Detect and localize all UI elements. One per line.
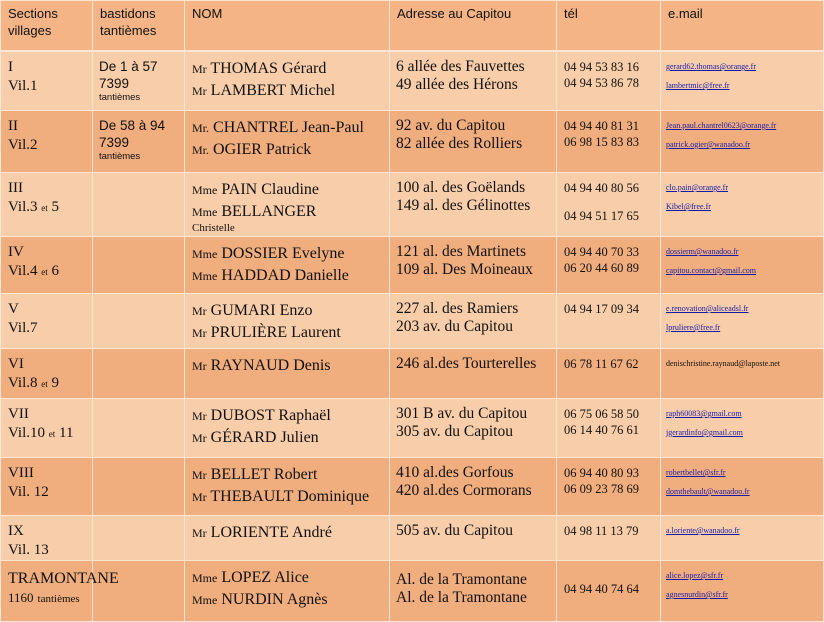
person-lastname: RAYNAUD — [210, 357, 290, 374]
section-name: TRAMONTANE — [8, 570, 119, 587]
table-row — [1, 458, 824, 516]
section-village: Vil.2 — [8, 137, 38, 153]
cell-email — [661, 294, 824, 349]
header-sections-l1: Sections — [8, 6, 58, 21]
table-row — [1, 294, 824, 349]
section-roman: III — [8, 180, 23, 196]
header-tel — [557, 1, 661, 51]
cell-tel — [557, 294, 661, 349]
cell-adresse — [390, 237, 557, 294]
address-line: 227 al. des Ramiers — [396, 300, 519, 317]
person-title: Mr — [192, 62, 207, 76]
email-link[interactable]: lpruliere@free.fr — [666, 323, 721, 332]
person-lastname: DOSSIER — [221, 245, 289, 262]
cell-bastidons — [93, 294, 185, 349]
cell-adresse — [390, 349, 557, 399]
cell-tel — [557, 237, 661, 294]
cell-section — [1, 349, 93, 399]
table-row — [1, 399, 824, 458]
email-link[interactable]: clo.pain@orange.fr — [666, 183, 729, 192]
cell-email — [661, 111, 824, 173]
header-bastidons-l2: tantièmes — [100, 23, 157, 38]
cell-nom — [185, 399, 390, 458]
person-lastname: BELLET — [210, 466, 270, 483]
header-nom — [185, 1, 390, 51]
address-line: 305 av. du Capitou — [396, 423, 513, 440]
email-link[interactable]: alice.lopez@sfr.fr — [666, 571, 724, 580]
cell-email — [661, 349, 824, 399]
cell-bastidons — [93, 237, 185, 294]
cell-nom — [185, 173, 390, 237]
email-link[interactable]: dossierm@wanadoo.fr — [666, 247, 739, 256]
email-link[interactable]: raph60083@gmail.com — [666, 409, 742, 418]
person-title: Mr — [192, 84, 207, 98]
table-row — [1, 52, 824, 111]
email-link[interactable]: Jean.paul.chantrel0623@orange.fr — [666, 121, 777, 130]
person-firstname: Christelle — [192, 222, 235, 234]
section-village: Vil.4 — [8, 263, 38, 279]
address-line: 410 al.des Gorfous — [396, 464, 514, 481]
address-line: 301 B av. du Capitou — [396, 405, 528, 422]
person-lastname: THEBAULT — [210, 488, 294, 505]
cell-email — [661, 458, 824, 516]
cell-bastidons — [93, 516, 185, 561]
person-lastname: LOPEZ — [221, 569, 272, 586]
section-roman: VI — [8, 356, 24, 372]
cell-section — [1, 111, 93, 173]
email-text: denischristine.raynaud@laposte.net — [666, 359, 780, 368]
cell-tel — [557, 516, 661, 561]
email-link[interactable]: jgerardinfo@gmail.com — [666, 428, 743, 437]
cell-section — [1, 52, 93, 111]
header-adresse — [390, 1, 557, 51]
person-title: Mr — [192, 468, 207, 482]
header-bastidons — [93, 1, 185, 51]
person-firstname: Gérard — [281, 60, 327, 77]
section-tantiemes-value: 1160 — [8, 590, 34, 605]
cell-adresse — [390, 399, 557, 458]
section-village-and: et — [48, 429, 56, 439]
person-title: Mr — [192, 526, 207, 540]
address-line: 92 av. du Capitou — [396, 117, 506, 134]
cell-email — [661, 52, 824, 111]
person-firstname: Evelyne — [292, 245, 345, 262]
address-line: 505 av. du Capitou — [396, 522, 513, 539]
table-row — [1, 111, 824, 173]
header-email-label: e.mail — [668, 6, 703, 21]
person-title: Mr — [192, 326, 207, 340]
person-lastname: GUMARI — [210, 302, 276, 319]
email-link[interactable]: e.renovation@aliceadsl.fr — [666, 304, 749, 313]
person-title: Mr. — [192, 143, 210, 157]
person-lastname: HADDAD — [221, 267, 291, 284]
phone-number: 04 94 40 70 33 — [564, 245, 639, 259]
person-lastname: OGIER — [213, 141, 262, 158]
header-sections-l2: villages — [8, 23, 52, 38]
address-line: 49 allée des Hérons — [396, 76, 518, 93]
address-line: Al. de la Tramontane — [396, 571, 527, 588]
section-village: Vil.8 — [8, 375, 38, 391]
cell-adresse — [390, 294, 557, 349]
table-row — [1, 173, 824, 237]
section-roman: I — [8, 59, 13, 75]
section-tantiemes-label: tantièmes — [37, 593, 80, 605]
person-firstname: Raphaël — [278, 407, 331, 424]
cell-section — [1, 561, 119, 622]
address-line: 420 al.des Cormorans — [396, 482, 532, 499]
email-link[interactable]: capitou.contact@gmail.com — [666, 266, 757, 275]
person-title: Mr — [192, 490, 207, 504]
cell-tel — [557, 111, 661, 173]
table-row — [1, 561, 824, 622]
bastidons-tantiemes-label: tantièmes — [99, 151, 141, 162]
cell-section — [1, 516, 93, 561]
residents-body — [0, 51, 824, 622]
table-row — [1, 349, 824, 399]
person-title: Mr — [192, 359, 207, 373]
cell-email — [661, 561, 824, 622]
email-link[interactable]: gerard62.thomas@orange.fr — [666, 62, 756, 71]
header-email — [661, 1, 824, 51]
cell-section — [1, 173, 93, 237]
section-village: Vil.10 — [8, 425, 46, 441]
cell-adresse — [390, 458, 557, 516]
person-firstname: Agnès — [286, 591, 328, 608]
section-village-second: 11 — [59, 425, 74, 441]
cell-adresse — [390, 52, 557, 111]
person-lastname: THOMAS — [210, 60, 278, 77]
person-lastname: CHANTREL — [213, 119, 298, 136]
person-firstname: Robert — [273, 466, 318, 483]
cell-adresse — [390, 516, 557, 561]
section-roman: IX — [8, 523, 24, 539]
cell-section — [1, 294, 93, 349]
phone-number: 06 09 23 78 69 — [564, 482, 639, 496]
header-row — [1, 1, 824, 51]
section-village-second: 6 — [51, 263, 60, 279]
email-link[interactable]: a.loriente@wanadoo.fr — [666, 526, 740, 535]
person-firstname: André — [292, 524, 332, 541]
person-title: Mme — [192, 593, 218, 607]
bastidons-range: De 58 à 94 — [99, 118, 166, 133]
cell-adresse — [390, 173, 557, 237]
address-line: 6 allée des Fauvettes — [396, 58, 525, 75]
cell-bastidons — [93, 349, 185, 399]
phone-number: 06 94 40 80 93 — [564, 466, 639, 480]
phone-number: 06 78 11 67 62 — [564, 357, 639, 371]
cell-nom — [185, 516, 390, 561]
phone-number: 06 14 40 76 61 — [564, 423, 639, 437]
phone-number: 06 75 06 58 50 — [564, 407, 639, 421]
section-village: Vil. 12 — [8, 484, 49, 500]
header-adresse-label: Adresse au Capitou — [397, 6, 512, 21]
person-firstname: Laurent — [291, 324, 341, 341]
email-link[interactable]: agnesnurdin@sfr.fr — [666, 590, 728, 599]
phone-number: 04 94 40 74 64 — [564, 582, 639, 596]
section-roman: II — [8, 118, 18, 134]
section-village: Vil.1 — [8, 78, 38, 94]
person-firstname: Julien — [280, 429, 319, 446]
person-firstname: Patrick — [265, 141, 312, 158]
cell-adresse — [390, 111, 557, 173]
email-link[interactable]: patrick.ogier@wanadoo.fr — [666, 140, 751, 149]
person-lastname: PRULIÈRE — [210, 324, 288, 341]
person-firstname: Jean-Paul — [301, 119, 364, 136]
person-firstname: Alice — [274, 569, 309, 586]
person-firstname: Claudine — [261, 181, 319, 198]
phone-number: 06 98 15 83 83 — [564, 135, 639, 149]
email-link[interactable]: robertbellet@sfr.fr — [666, 468, 726, 477]
header-bastidons-l1: bastidons — [100, 6, 156, 21]
person-title: Mme — [192, 247, 218, 261]
cell-bastidons — [93, 52, 185, 111]
person-title: Mme — [192, 269, 218, 283]
cell-email — [661, 399, 824, 458]
section-village-and: et — [41, 379, 48, 389]
cell-nom — [185, 349, 390, 399]
person-title: Mr. — [192, 121, 210, 135]
person-firstname: Dominique — [297, 488, 370, 505]
person-lastname: BELLANGER — [221, 203, 317, 220]
section-roman: V — [8, 301, 19, 317]
cell-tel — [557, 561, 661, 622]
cell-nom — [185, 561, 390, 622]
section-roman: VII — [8, 406, 29, 422]
email-link[interactable]: Kibel@free.fr — [666, 202, 711, 211]
cell-tel — [557, 349, 661, 399]
email-link[interactable]: domthebault@wanadoo.fr — [666, 487, 750, 496]
cell-email — [661, 516, 824, 561]
address-line: Al. de la Tramontane — [396, 589, 527, 606]
bastidons-tantiemes: 7399 — [99, 76, 130, 91]
address-line: 121 al. des Martinets — [396, 243, 527, 260]
cell-bastidons — [93, 173, 185, 237]
section-village-and: et — [41, 203, 48, 213]
address-line: 149 al. des Gélinottes — [396, 197, 531, 214]
cell-tel — [557, 173, 661, 237]
bastidons-tantiemes: 7399 — [99, 135, 130, 150]
cell-section — [1, 458, 93, 516]
cell-tel — [557, 458, 661, 516]
cell-nom — [185, 111, 390, 173]
person-lastname: LAMBERT — [210, 82, 286, 99]
cell-email — [661, 173, 824, 237]
cell-bastidons — [93, 399, 185, 458]
cell-nom — [185, 52, 390, 111]
person-lastname: PAIN — [221, 181, 258, 198]
cell-bastidons — [93, 111, 185, 173]
phone-number: 04 94 53 86 78 — [564, 76, 639, 90]
person-firstname: Danielle — [294, 267, 349, 284]
phone-number: 04 94 40 81 31 — [564, 119, 639, 133]
section-roman: VIII — [8, 465, 34, 481]
person-lastname: GÉRARD — [210, 429, 277, 446]
cell-adresse — [390, 561, 557, 622]
person-firstname: Michel — [289, 82, 336, 99]
phone-number: 04 94 53 83 16 — [564, 60, 639, 74]
person-lastname: NURDIN — [221, 591, 284, 608]
person-firstname: Denis — [293, 357, 331, 374]
table-row — [1, 516, 824, 561]
phone-number: 06 20 44 60 89 — [564, 261, 639, 275]
cell-nom — [185, 458, 390, 516]
header-nom-label: NOM — [192, 6, 223, 21]
address-line: 203 av. du Capitou — [396, 318, 513, 335]
person-firstname: Enzo — [279, 302, 313, 319]
section-village-and: et — [41, 267, 48, 277]
person-title: Mme — [192, 571, 218, 585]
residents-table — [0, 0, 824, 51]
cell-nom — [185, 294, 390, 349]
table-row — [1, 237, 824, 294]
person-lastname: DUBOST — [210, 407, 275, 424]
section-village-second: 5 — [51, 199, 60, 215]
email-link[interactable]: lambertmic@free.fr — [666, 81, 730, 90]
cell-tel — [557, 399, 661, 458]
cell-section — [1, 237, 93, 294]
person-title: Mme — [192, 205, 218, 219]
bastidons-tantiemes-label: tantièmes — [99, 92, 141, 103]
person-title: Mr — [192, 304, 207, 318]
person-title: Mme — [192, 183, 218, 197]
phone-number: 04 94 17 09 34 — [564, 302, 639, 316]
section-village: Vil.3 — [8, 199, 38, 215]
section-village: Vil.7 — [8, 320, 38, 336]
cell-section — [1, 399, 93, 458]
phone-number: 04 98 11 13 79 — [564, 524, 639, 538]
section-roman: IV — [8, 244, 24, 260]
section-village: Vil. 13 — [8, 542, 49, 558]
cell-email — [661, 237, 824, 294]
cell-nom — [185, 237, 390, 294]
address-line: 109 al. Des Moineaux — [396, 261, 533, 278]
cell-bastidons — [93, 458, 185, 516]
header-tel-label: tél — [564, 6, 578, 21]
address-line: 246 al.des Tourterelles — [396, 355, 537, 372]
phone-number: 04 94 51 17 65 — [564, 209, 639, 223]
section-village-second: 9 — [51, 375, 60, 391]
header-sections — [1, 1, 93, 51]
bastidons-range: De 1 à 57 — [99, 59, 158, 74]
address-line: 82 allée des Rolliers — [396, 135, 523, 152]
phone-number: 04 94 40 80 56 — [564, 181, 639, 195]
person-title: Mr — [192, 409, 207, 423]
address-line: 100 al. des Goëlands — [396, 179, 526, 196]
person-title: Mr — [192, 431, 207, 445]
cell-tel — [557, 52, 661, 111]
person-lastname: LORIENTE — [210, 524, 289, 541]
